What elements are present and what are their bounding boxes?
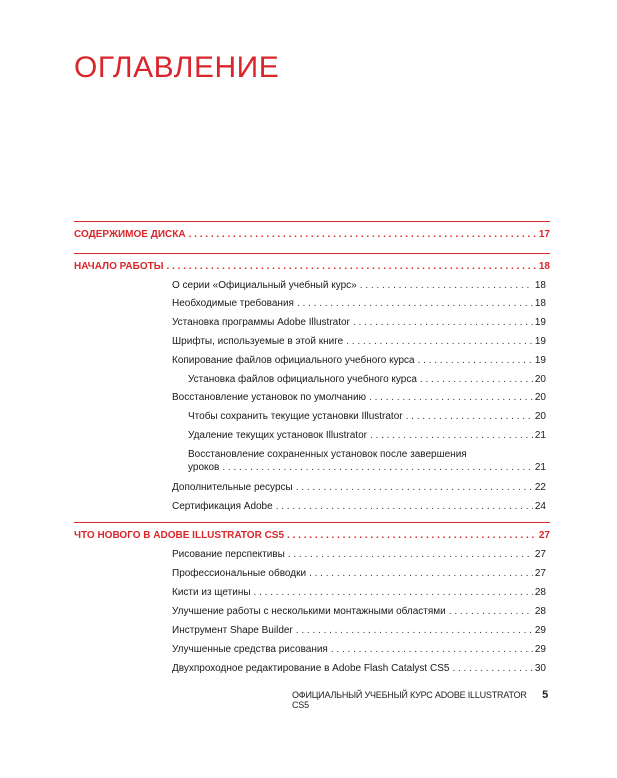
toc-item[interactable]: [172, 643, 546, 656]
toc-subitem[interactable]: [188, 410, 546, 423]
toc-page-number: 28: [534, 606, 546, 617]
toc-chapter-title: ЧТО НОВОГО В ADOBE ILLUSTRATOR CS5: [74, 530, 285, 541]
toc-leader: [276, 500, 533, 513]
toc-item-title: Чтобы сохранить текущие установки Illustrator: [188, 411, 403, 422]
toc-chapter-disc[interactable]: [74, 228, 550, 241]
toc-subitem[interactable]: [188, 373, 546, 386]
toc-item[interactable]: [172, 662, 546, 675]
toc-item-title: Кисти из щетины: [172, 587, 251, 598]
page-title: ОГЛАВЛЕНИЕ: [74, 51, 280, 84]
toc-item[interactable]: [172, 500, 546, 513]
toc-page-number: 21: [534, 430, 546, 441]
toc-page-number: 17: [538, 229, 550, 240]
toc-item[interactable]: [172, 567, 546, 580]
toc-item-title: Копирование файлов официального учебного курса: [172, 355, 415, 366]
toc-leader: [167, 260, 537, 273]
toc-item-title: Улучшенные средства рисования: [172, 644, 328, 655]
toc-page-number: 27: [534, 568, 546, 579]
toc-leader: [353, 316, 533, 329]
toc-leader: [288, 548, 533, 561]
toc-item-title: Профессиональные обводки: [172, 568, 307, 579]
toc-leader: [418, 354, 533, 367]
toc-leader: [370, 429, 533, 442]
toc-item-title: Дополнительные ресурсы: [172, 482, 293, 493]
toc-item-title: Улучшение работы с несколькими монтажными областями: [172, 606, 446, 617]
section-divider: [74, 221, 550, 222]
toc-leader: [254, 586, 533, 599]
toc-item-title: Необходимые требования: [172, 298, 294, 309]
toc-leader: [296, 481, 533, 494]
toc-subitem-multiline[interactable]: [188, 448, 546, 474]
toc-page-number: 27: [534, 549, 546, 560]
toc-page-number: 20: [534, 392, 546, 403]
toc-leader: [287, 529, 537, 542]
toc-leader: [222, 461, 533, 474]
toc-leader: [449, 605, 533, 618]
toc-chapter-title: НАЧАЛО РАБОТЫ: [74, 261, 164, 272]
toc-item[interactable]: [172, 624, 546, 637]
toc-item[interactable]: [172, 316, 546, 329]
toc-chapter-getting-started[interactable]: [74, 260, 550, 273]
toc-page-number: 19: [534, 336, 546, 347]
toc-item-title: Инструмент Shape Builder: [172, 625, 293, 636]
toc-page-number: 19: [534, 355, 546, 366]
toc-page-number: 30: [534, 663, 546, 674]
toc-page-number: 22: [534, 482, 546, 493]
toc-page-number: 18: [534, 280, 546, 291]
toc-item-continuation: [188, 461, 546, 474]
toc-page-number: 28: [534, 587, 546, 598]
toc-page-number: 18: [538, 261, 550, 272]
footer-running-title: ОФИЦИАЛЬНЫЙ УЧЕБНЫЙ КУРС ADOBE ILLUSTRATOR CS5: [292, 690, 527, 710]
toc-leader: [296, 624, 533, 637]
toc-leader: [331, 643, 533, 656]
toc-leader: [420, 373, 533, 386]
toc-item-title: Удаление текущих установок Illustrator: [188, 430, 367, 441]
toc-item[interactable]: [172, 354, 546, 367]
toc-item-title: Двухпроходное редактирование в Adobe Flash Catalyst CS5: [172, 663, 450, 674]
toc-item[interactable]: [172, 297, 546, 310]
toc-page-number: 20: [534, 374, 546, 385]
toc-item[interactable]: [172, 481, 546, 494]
toc-item-title: Установка файлов официального учебного курса: [188, 374, 417, 385]
toc-leader: [189, 228, 537, 241]
toc-item-title: О серии «Официальный учебный курс»: [172, 280, 357, 291]
toc-page-number: 29: [534, 644, 546, 655]
footer-page-number: 5: [542, 689, 548, 701]
toc-item[interactable]: [172, 586, 546, 599]
toc-item-title-cont: уроков: [188, 462, 220, 473]
toc-page-number: 20: [534, 411, 546, 422]
toc-item[interactable]: [172, 391, 546, 404]
toc-leader: [297, 297, 533, 310]
toc-leader: [406, 410, 533, 423]
section-divider: [74, 253, 550, 254]
toc-page-number: 19: [534, 317, 546, 328]
toc-item[interactable]: [172, 605, 546, 618]
toc-page-number: 27: [538, 530, 550, 541]
page-footer: [292, 689, 548, 710]
toc-leader: [309, 567, 533, 580]
toc-item-title: Установка программы Adobe Illustrator: [172, 317, 350, 328]
toc-page-number: 24: [534, 501, 546, 512]
toc-subitem[interactable]: [188, 429, 546, 442]
toc-item-title: Сертификация Adobe: [172, 501, 273, 512]
toc-page-number: 29: [534, 625, 546, 636]
toc-item[interactable]: [172, 279, 546, 292]
toc-chapter-title: СОДЕРЖИМОЕ ДИСКА: [74, 229, 186, 240]
toc-leader: [360, 279, 533, 292]
toc-item-title: Восстановление сохраненных установок после завершения: [188, 449, 467, 460]
toc-leader: [346, 335, 533, 348]
toc-item-title: Рисование перспективы: [172, 549, 285, 560]
toc-leader: [369, 391, 533, 404]
toc-page-number: 21: [534, 462, 546, 473]
toc-item[interactable]: [172, 548, 546, 561]
section-divider: [74, 522, 550, 523]
toc-item[interactable]: [172, 335, 546, 348]
toc-chapter-whats-new[interactable]: [74, 529, 550, 542]
toc-leader: [452, 662, 532, 675]
toc-page-number: 18: [534, 298, 546, 309]
toc-item-title: Восстановление установок по умолчанию: [172, 392, 367, 403]
toc-item-title: Шрифты, используемые в этой книге: [172, 336, 344, 347]
